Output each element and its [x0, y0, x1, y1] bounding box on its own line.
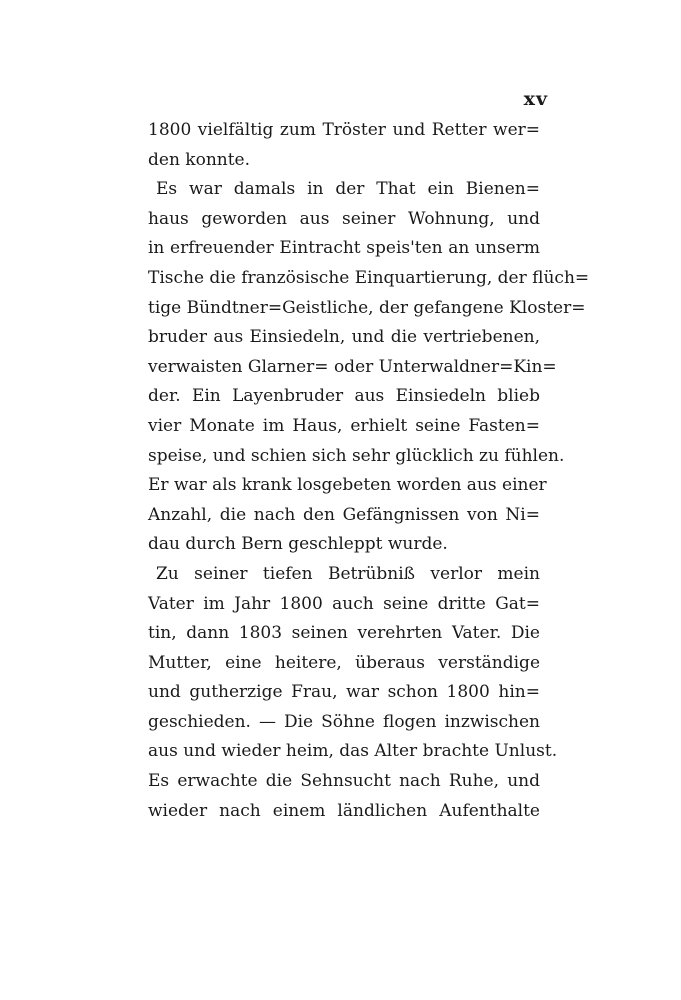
text-line: 1800 vielfältig zum Tröster und Retter wer=	[148, 120, 540, 140]
text-line: aus und wieder heim, das Alter brachte Unlust.	[148, 741, 558, 762]
text-line: der. Ein Layenbruder aus Einsiedeln blieb	[148, 386, 540, 407]
text-line: Zu seiner tiefen Betrübniß verlor mein	[156, 563, 540, 584]
text-line: vier Monate im Haus, erhielt seine Fasten=	[148, 415, 540, 436]
paragraph-1	[148, 116, 540, 175]
text-line: und gutherzige Frau, war schon 1800 hin=	[148, 682, 540, 703]
paragraph-2	[148, 175, 590, 560]
body-text	[148, 116, 590, 826]
text-line: tige Bündtner=Geistliche, der gefangene Kloster=	[148, 297, 586, 318]
text-line: den konnte.	[148, 149, 251, 170]
text-line: dau durch Bern geschleppt wurde.	[148, 534, 448, 555]
text-line: wieder nach einem ländlichen Aufenthalte	[148, 800, 540, 821]
text-line: in erfreuender Eintracht speis'ten an unserm	[148, 238, 540, 259]
text-line: Anzahl, die nach den Gefängnissen von Ni=	[148, 504, 540, 525]
text-line: Vater im Jahr 1800 auch seine dritte Gat=	[148, 593, 540, 614]
text-line: haus geworden aus seiner Wohnung, und	[148, 208, 540, 229]
text-line: geschieden. — Die Söhne flogen inzwischen	[148, 711, 540, 732]
paragraph-3	[148, 560, 558, 826]
text-line: tin, dann 1803 seinen verehrten Vater. Die	[148, 623, 540, 644]
text-line: speise, und schien sich sehr glücklich zu fühlen.	[148, 445, 565, 466]
text-line: Mutter, eine heitere, überaus verständige	[148, 652, 540, 673]
text-line: Es war damals in der That ein Bienen=	[156, 179, 540, 200]
text-line: verwaisten Glarner= oder Unterwaldner=Kin=	[148, 356, 557, 377]
text-line: bruder aus Einsiedeln, und die vertriebenen,	[148, 327, 540, 348]
text-line: Es erwachte die Sehnsucht nach Ruhe, und	[148, 771, 540, 792]
page-number: xv	[523, 88, 548, 110]
text-line: Tische die französische Einquartierung, der flüch=	[148, 267, 590, 288]
text-line: Er war als krank losgebeten worden aus einer	[148, 475, 547, 496]
